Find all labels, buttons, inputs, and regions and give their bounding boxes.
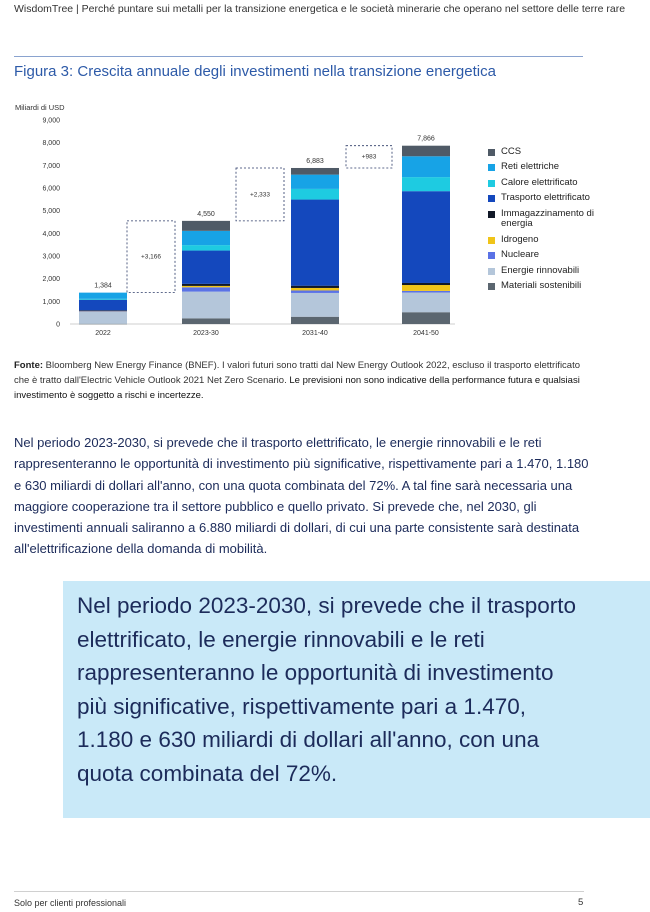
legend-swatch <box>488 237 495 244</box>
legend-label: Energie rinnovabili <box>501 264 580 276</box>
bar-segment <box>291 317 339 324</box>
x-tick-label: 2023-30 <box>193 330 219 337</box>
bar-segment <box>402 285 450 291</box>
bar-total-label: 6,883 <box>306 157 324 165</box>
legend-item <box>488 235 608 245</box>
legend-label: Calore elettrificato <box>501 176 578 188</box>
page-number: 5 <box>578 897 584 908</box>
y-tick-label: 0 <box>56 321 60 329</box>
increment-label: +2,333 <box>249 191 271 199</box>
bar-total-label: 1,384 <box>94 282 112 290</box>
legend-label: Nucleare <box>501 249 540 261</box>
bar-segment <box>291 286 339 288</box>
bar-segment <box>402 177 450 191</box>
legend-swatch <box>488 149 495 156</box>
bar-segment <box>182 286 230 287</box>
footer-divider <box>14 891 584 892</box>
bar-segment <box>182 221 230 231</box>
body-paragraph: Nel periodo 2023-2030, si prevede che il trasporto elettrificato, le energie rinnovabili e le reti rappresenteranno le opportunità di investimento più significative, rispettivamente pari a 1.470, 1.180 e 630 miliardi di dollari all'anno, con una quota combinata del 72%. A tal fine sarà necessaria una maggiore cooperazione tra il settore pubblico e quello privato. Si prevede che, nel 2030, gli investimenti annuali saliranno a 6.880 miliardi di dollari, di cui una parte consistente sarà destinata all'elettrificazione della domanda di mobilità. <box>14 435 589 557</box>
bar-total-label: 7,866 <box>417 135 435 143</box>
bar-total-label: 4,550 <box>197 210 215 218</box>
chart-legend <box>488 147 608 296</box>
legend-label: Trasporto elettrificato <box>501 192 590 204</box>
bar-segment <box>291 290 339 292</box>
y-tick-label: 1,000 <box>42 298 60 306</box>
bar-segment <box>182 318 230 324</box>
y-tick-label: 2,000 <box>42 276 60 284</box>
bar-segment <box>182 251 230 284</box>
bar-segment <box>79 324 127 325</box>
bar-segment <box>291 168 339 175</box>
legend-swatch <box>488 195 495 202</box>
bar-segment <box>402 291 450 293</box>
source-note <box>14 358 594 403</box>
legend-label: Reti elettriche <box>501 161 560 173</box>
source-disclaimer: Le previsioni non sono indicative della performance futura e qualsiasi investimento è soggetto a rischi e incertezze. <box>14 375 580 401</box>
bar-segment <box>402 146 450 157</box>
document-header: WisdomTree | Perché puntare sui metalli per la transizione energetica e le società minerarie che operano nel settore delle terre rare <box>14 3 626 15</box>
bar-segment <box>291 288 339 290</box>
legend-item <box>488 266 608 276</box>
legend-item <box>488 209 608 230</box>
figure-title: Figura 3: Crescita annuale degli investimenti nella transizione energetica <box>14 63 496 80</box>
bar-segment <box>402 191 450 283</box>
legend-swatch <box>488 252 495 259</box>
pull-quote-box <box>63 581 650 818</box>
bar-segment <box>291 200 339 286</box>
legend-item <box>488 178 608 188</box>
y-tick-label: 5,000 <box>42 208 60 216</box>
source-text: Bloomberg New Energy Finance (BNEF). I valori futuri sono tratti dal New Energy Outlook 2022, escluso il trasporto elettrificato che è tratto dall'Electric Vehicle Outlook 2021 Net Zero Scenario. <box>14 360 581 386</box>
y-axis-unit-label: Miliardi di USD <box>15 103 65 112</box>
x-tick-label: 2022 <box>95 330 111 337</box>
pull-quote-text: Nel periodo 2023-2030, si prevede che il trasporto elettrificato, le energie rinnovabili e le reti rappresenteranno le opportunità di investimento più significative, rispettivamente pari a 1.470, 1.180 e 630 miliardi di dollari all'anno, con una quota combinata del 72%. <box>77 593 577 786</box>
legend-item <box>488 193 608 203</box>
legend-swatch <box>488 283 495 290</box>
bar-segment <box>79 300 127 311</box>
increment-label: +983 <box>361 153 377 161</box>
legend-swatch <box>488 268 495 275</box>
bar-segment <box>291 293 339 317</box>
legend-item <box>488 147 608 157</box>
bar-segment <box>182 287 230 291</box>
legend-item <box>488 250 608 260</box>
y-tick-label: 7,000 <box>42 162 60 170</box>
bar-segment <box>182 284 230 286</box>
bar-segment <box>182 245 230 250</box>
source-label: Fonte: <box>14 360 44 371</box>
legend-swatch <box>488 211 495 218</box>
y-tick-label: 6,000 <box>42 185 60 193</box>
bar-segment <box>79 293 127 299</box>
bar-segment <box>402 292 450 312</box>
bar-segment <box>402 156 450 177</box>
bar-segment <box>291 175 339 189</box>
y-tick-label: 9,000 <box>42 117 60 125</box>
legend-item <box>488 162 608 172</box>
y-tick-label: 8,000 <box>42 140 60 148</box>
y-tick-label: 4,000 <box>42 230 60 238</box>
bar-segment <box>182 231 230 245</box>
bar-segment <box>402 312 450 324</box>
y-tick-label: 3,000 <box>42 253 60 261</box>
legend-label: Materiali sostenibili <box>501 279 582 291</box>
bar-segment <box>402 283 450 285</box>
legend-swatch <box>488 180 495 187</box>
bar-segment <box>79 312 127 324</box>
bar-segment <box>182 292 230 319</box>
legend-item <box>488 281 608 291</box>
legend-swatch <box>488 164 495 171</box>
legend-label: Idrogeno <box>501 233 539 245</box>
increment-label: +3,166 <box>140 253 162 261</box>
bar-segment <box>79 310 127 311</box>
x-tick-label: 2031-40 <box>302 330 328 337</box>
x-tick-label: 2041-50 <box>413 330 439 337</box>
legend-label: CCS <box>501 146 522 157</box>
legend-label: Immagazzinamento di energia <box>501 207 594 230</box>
footer-audience: Solo per clienti professionali <box>14 898 127 908</box>
bar-segment <box>79 299 127 300</box>
bar-segment <box>291 189 339 200</box>
